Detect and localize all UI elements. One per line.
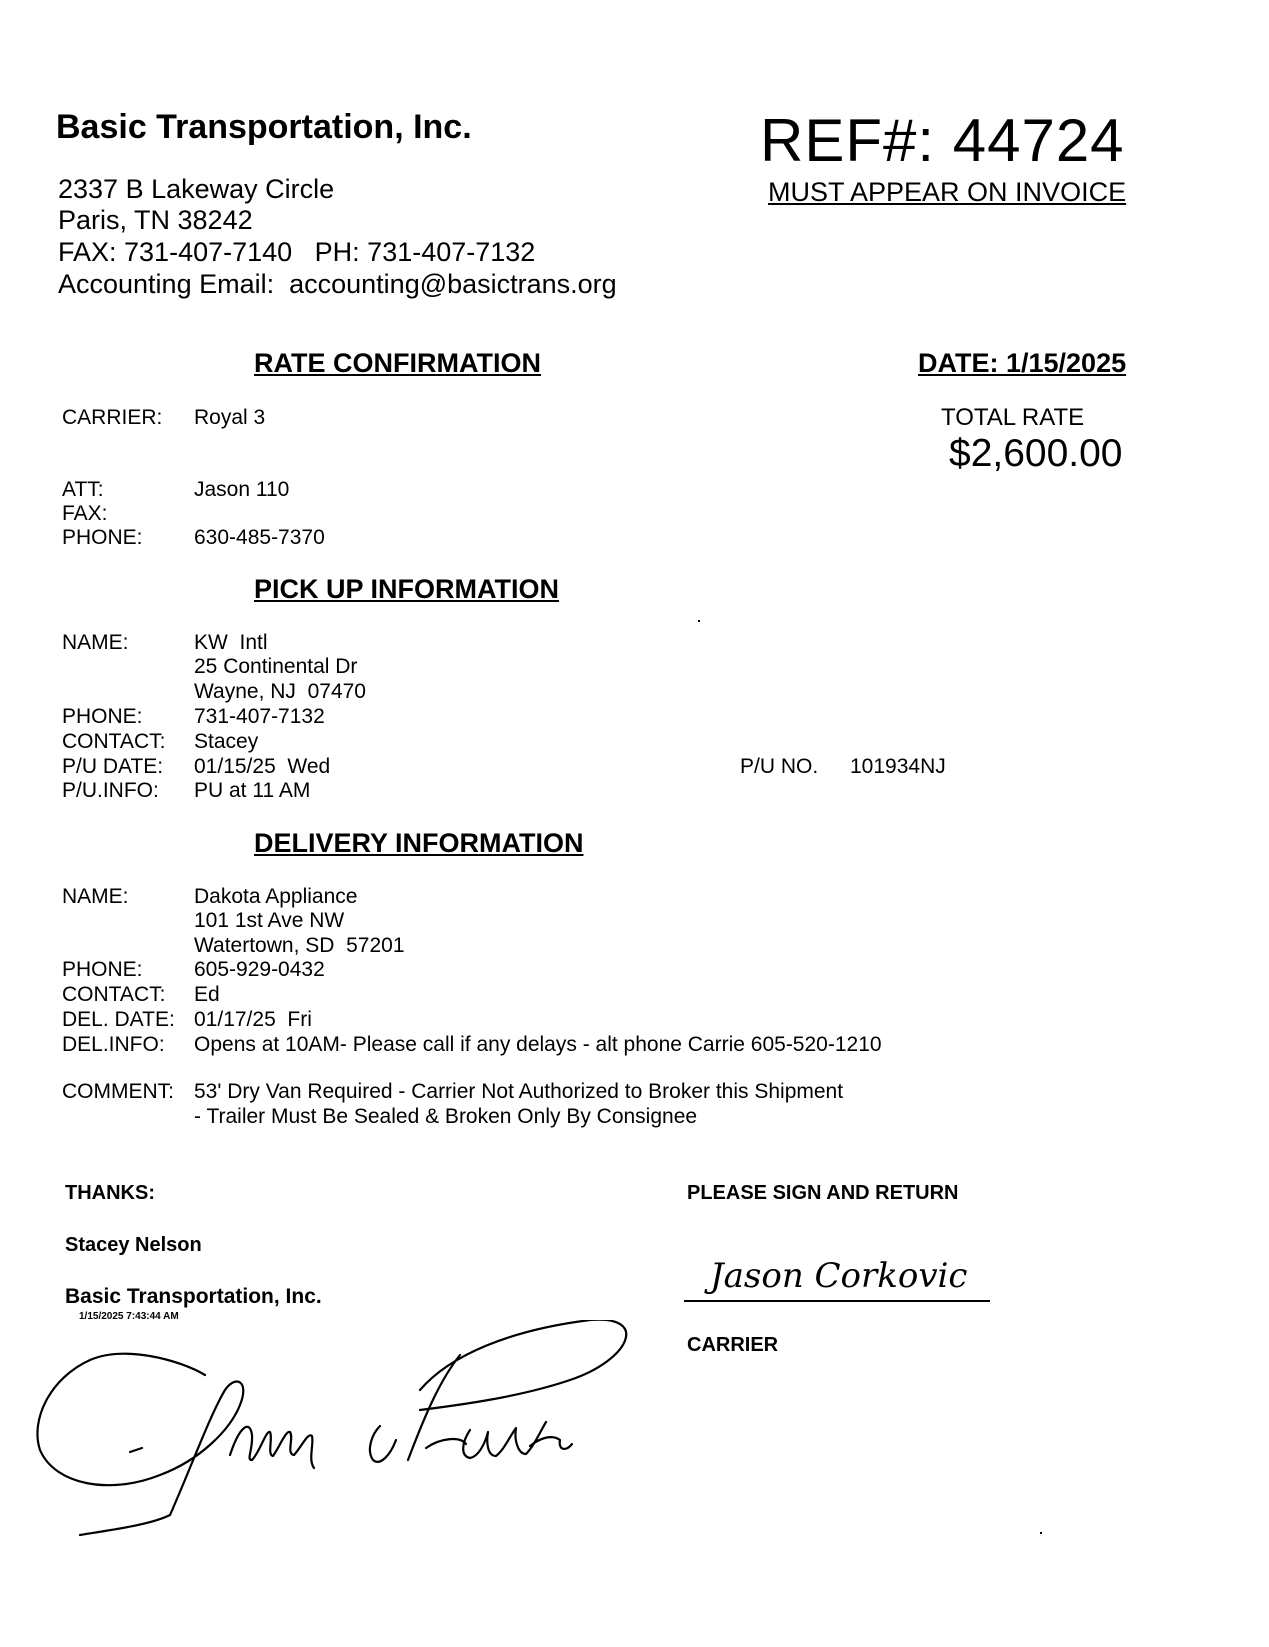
delivery-name-value: Dakota Appliance (194, 885, 358, 908)
pickup-title: PICK UP INFORMATION (254, 574, 560, 604)
sender-name: Stacey Nelson (65, 1234, 202, 1256)
delivery-contact-value: Ed (194, 983, 220, 1006)
pickup-contact-value: Stacey (194, 730, 259, 753)
delivery-phone-value: 605-929-0432 (194, 958, 325, 981)
carrier-phone-value: 630-485-7370 (194, 526, 325, 549)
sender-company: Basic Transportation, Inc. (65, 1285, 322, 1308)
carrier-phone-label: PHONE: (62, 526, 143, 549)
company-fax-phone: FAX: 731-407-7140 PH: 731-407-7132 (58, 237, 536, 267)
delivery-info-value: Opens at 10AM- Please call if any delays - alt phone Carrie 605-520-1210 (194, 1033, 882, 1056)
pickup-contact-label: CONTACT: (62, 730, 166, 753)
ref-number: REF#: 44724 (760, 107, 1125, 174)
pickup-info-label: P/U.INFO: (62, 779, 159, 802)
delivery-address2: Watertown, SD 57201 (194, 934, 405, 957)
carrier-label: CARRIER (687, 1334, 779, 1356)
thanks-label: THANKS: (65, 1182, 155, 1204)
delivery-name-label: NAME: (62, 885, 129, 908)
broker-signature (30, 1320, 650, 1550)
confirmation-date: DATE: 1/15/2025 (918, 348, 1127, 378)
total-rate-amount: $2,600.00 (949, 432, 1123, 475)
sign-and-return-label: PLEASE SIGN AND RETURN (687, 1182, 959, 1204)
company-name: Basic Transportation, Inc. (56, 108, 472, 146)
pickup-phone-value: 731-407-7132 (194, 705, 325, 728)
comment-line1: 53' Dry Van Required - Carrier Not Authorized to Broker this Shipment (194, 1080, 844, 1103)
pickup-info-value: PU at 11 AM (194, 779, 311, 802)
sign-timestamp: 1/15/2025 7:43:44 AM (79, 1311, 179, 1322)
company-accounting-email: Accounting Email: accounting@basictrans.org (58, 269, 617, 299)
delivery-date-label: DEL. DATE: (62, 1008, 175, 1031)
att-value: Jason 110 (194, 478, 290, 501)
delivery-date-value: 01/17/25 Fri (194, 1008, 312, 1031)
delivery-address1: 101 1st Ave NW (194, 909, 345, 932)
company-address-line1: 2337 B Lakeway Circle (58, 174, 335, 204)
pickup-address1: 25 Continental Dr (194, 655, 358, 678)
pickup-address2: Wayne, NJ 07470 (194, 680, 366, 703)
pickup-date-value: 01/15/25 Wed (194, 755, 331, 778)
scan-speck (1040, 1532, 1042, 1534)
carrier-label: CARRIER: (62, 406, 163, 429)
delivery-info-label: DEL.INFO: (62, 1033, 165, 1056)
delivery-contact-label: CONTACT: (62, 983, 166, 1006)
delivery-title: DELIVERY INFORMATION (254, 828, 584, 858)
rate-confirmation-title: RATE CONFIRMATION (254, 348, 541, 378)
att-label: ATT: (62, 478, 104, 501)
pickup-name-label: NAME: (62, 631, 129, 654)
carrier-value: Royal 3 (194, 406, 266, 429)
carrier-signature: Jason Corkovic (710, 1256, 968, 1296)
scan-speck (698, 620, 700, 622)
pickup-date-label: P/U DATE: (62, 755, 164, 778)
delivery-phone-label: PHONE: (62, 958, 143, 981)
ref-invoice-note: MUST APPEAR ON INVOICE (768, 177, 1127, 207)
carrier-fax-label: FAX: (62, 502, 108, 525)
pickup-phone-label: PHONE: (62, 705, 143, 728)
pickup-name-value: KW Intl (194, 631, 268, 654)
comment-label: COMMENT: (62, 1080, 174, 1103)
company-address-line2: Paris, TN 38242 (58, 205, 253, 235)
comment-line2: - Trailer Must Be Sealed & Broken Only By Consignee (194, 1105, 698, 1128)
pu-number-value: 101934NJ (850, 755, 946, 778)
signature-line (684, 1300, 990, 1302)
pu-number-label: P/U NO. (740, 755, 819, 778)
total-rate-label: TOTAL RATE (941, 404, 1085, 431)
